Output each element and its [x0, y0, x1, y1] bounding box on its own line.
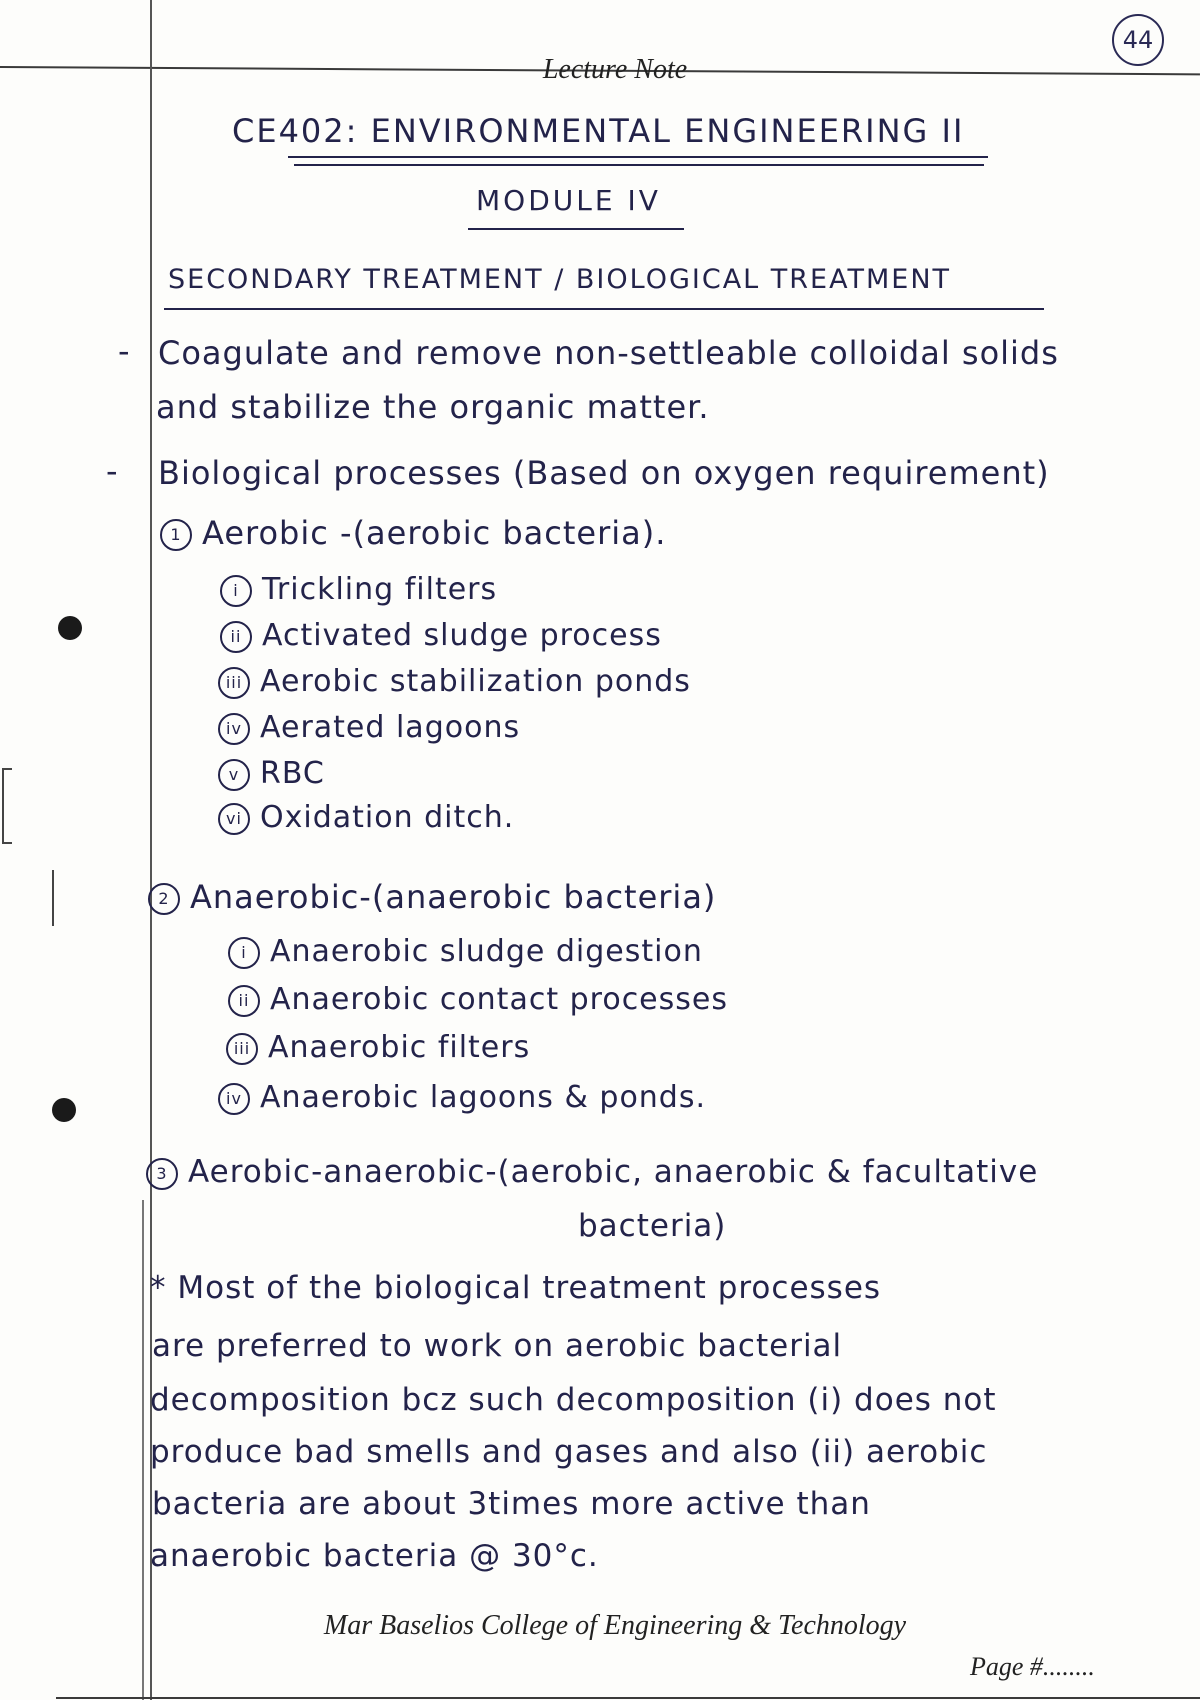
footer-page-label: Page #........: [970, 1652, 1095, 1681]
list-item: iii Aerobic stabilization ponds: [218, 664, 691, 699]
item-number: iv: [218, 1083, 250, 1115]
course-title: CE402: ENVIRONMENTAL ENGINEERING II: [232, 112, 965, 150]
group-title: 1 Aerobic -(aerobic bacteria).: [160, 514, 666, 552]
group-number: 2: [148, 883, 180, 915]
processes-heading: Biological processes (Based on oxygen requirement): [158, 454, 1050, 492]
punch-hole: [52, 1098, 76, 1122]
item-number: i: [220, 575, 252, 607]
module-title: MODULE IV: [476, 184, 661, 217]
bullet-dash: -: [106, 452, 118, 490]
group-number: 1: [160, 519, 192, 551]
item-number: iii: [218, 667, 250, 699]
list-item: iv Aerated lagoons: [218, 710, 520, 745]
intro-line: and stabilize the organic matter.: [156, 388, 710, 426]
title-underline: [294, 164, 984, 166]
title-underline: [288, 156, 988, 158]
item-number: ii: [228, 985, 260, 1017]
list-item: ii Activated sludge process: [220, 618, 662, 653]
item-number: iii: [226, 1033, 258, 1065]
footer-rule: [56, 1697, 1200, 1699]
group-number: 3: [146, 1158, 178, 1190]
note-line: anaerobic bacteria @ 30°c.: [150, 1538, 599, 1574]
list-item: v RBC: [218, 756, 325, 791]
item-number: ii: [220, 621, 252, 653]
intro-line: Coagulate and remove non-settleable colloidal solids: [158, 334, 1059, 372]
section-underline: [164, 308, 1044, 310]
note-line: bacteria are about 3times more active than: [152, 1486, 871, 1522]
note-line: decomposition bcz such decomposition (i) does not: [150, 1382, 997, 1418]
item-number: v: [218, 759, 250, 791]
list-item: i Trickling filters: [220, 572, 497, 607]
item-number: iv: [218, 713, 250, 745]
group-title: 3 Aerobic-anaerobic-(aerobic, anaerobic & facultative: [146, 1154, 1038, 1190]
list-item: i Anaerobic sludge digestion: [228, 934, 703, 969]
list-item: iv Anaerobic lagoons & ponds.: [218, 1080, 706, 1115]
note-line: are preferred to work on aerobic bacterial: [152, 1328, 843, 1364]
list-item: vi Oxidation ditch.: [218, 800, 514, 835]
list-item: iii Anaerobic filters: [226, 1030, 530, 1065]
margin-mark: [2, 842, 12, 844]
group-title-continued: bacteria): [578, 1208, 727, 1244]
margin-mark: [2, 768, 4, 844]
list-item: ii Anaerobic contact processes: [228, 982, 728, 1017]
footer-college: Mar Baselios College of Engineering & Technology: [323, 1610, 907, 1641]
note-line: * Most of the biological treatment processes: [150, 1270, 882, 1306]
group-title: 2 Anaerobic-(anaerobic bacteria): [148, 878, 716, 916]
module-underline: [468, 228, 684, 230]
section-title: SECONDARY TREATMENT / BIOLOGICAL TREATMENT: [168, 264, 952, 295]
page-number: 44: [1112, 14, 1164, 66]
punch-hole: [58, 616, 82, 640]
margin-mark: [52, 870, 54, 926]
item-number: i: [228, 937, 260, 969]
header-label: Lecture Note: [542, 54, 688, 85]
bullet-dash: -: [118, 332, 130, 370]
note-line: produce bad smells and gases and also (ii) aerobic: [150, 1434, 988, 1470]
item-number: vi: [218, 803, 250, 835]
